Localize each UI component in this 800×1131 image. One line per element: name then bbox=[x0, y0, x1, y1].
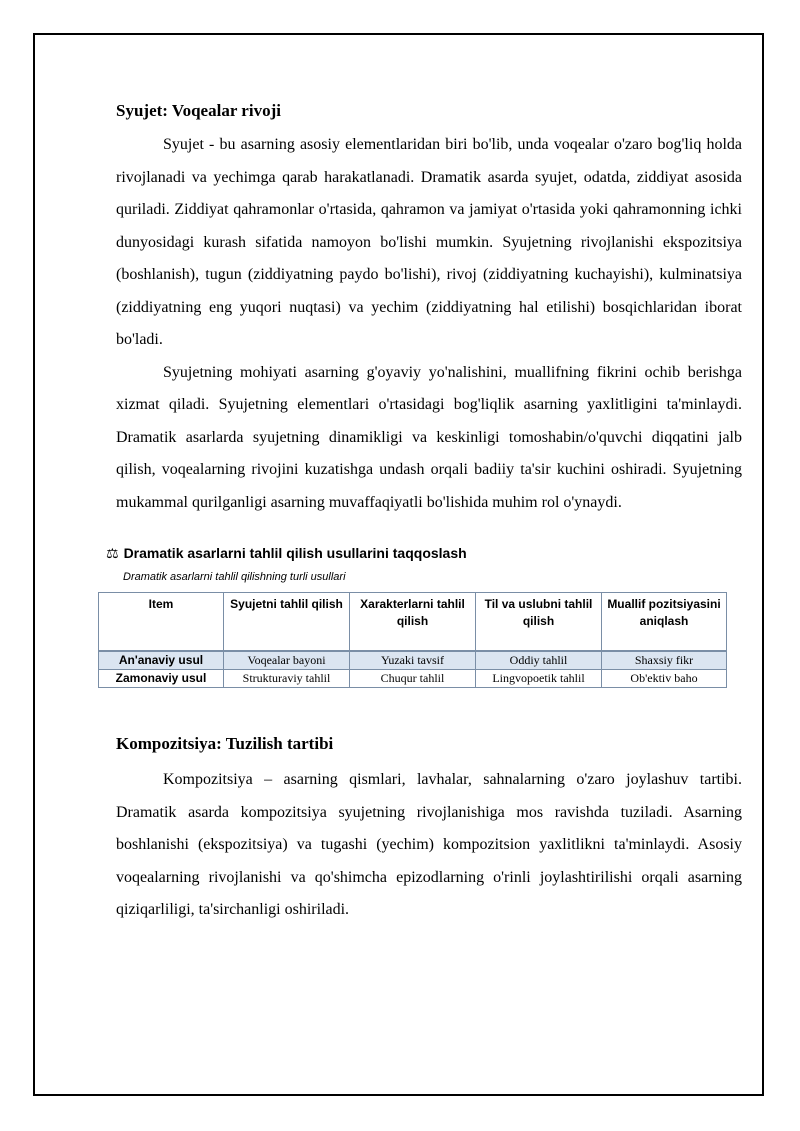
column-header: Syujetni tahlil qilish bbox=[224, 593, 350, 652]
table-header-row bbox=[99, 593, 727, 652]
table-cell: Voqealar bayoni bbox=[224, 651, 350, 670]
comparison-table-block bbox=[106, 543, 742, 688]
table-row bbox=[99, 651, 727, 670]
paragraph: Syujet - bu asarning asosiy elementlaridan biri bo'lib, unda voqealar o'zaro bog'liq holda rivojlanadi va yechimga qarab harakatlanadi. Dramatik asarda syujet, odatda, ziddiyat asosida quriladi. Ziddiyat qahramonlar o'rtasida, qahramon va jamiyat o'rtasida yoki qahramonning ichki dunyosidagi kurash sifatida namoyon bo'lishi mumkin. Syujetning rivojlanishi ekspozitsiya (boshlanish), tugun (ziddiyatning paydo bo'lishi), rivoj (ziddiyatning kuchayishi), kulminatsiya (ziddiyatning eng yuqori nuqtasi) va yechim (ziddiyatning hal etilishi) bosqichlaridan iborat bo'ladi. bbox=[116, 136, 742, 348]
row-header-cell: An'anaviy usul bbox=[99, 651, 224, 670]
paragraph: Kompozitsiya – asarning qismlari, lavhalar, sahnalarning o'zaro joylashuv tartibi. Dramatik asarda kompozitsiya syujetning rivojlanishiga mos ravishda tuziladi. Asarning boshlanishi (ekspozitsiya) va tugashi (yechim) kompozitsion yaxlitlikni ta'minlaydi. Asosiy voqealarning rivojlanishi va qo'shimcha epizodlarning o'rinli joylashtirilishi orqali asarning qiziqarliligi, ta'sirchanligi oshiriladi. bbox=[116, 771, 742, 918]
column-header: Item bbox=[99, 593, 224, 652]
column-header: Muallif pozitsiyasini aniqlash bbox=[602, 593, 727, 652]
table-cell: Oddiy tahlil bbox=[476, 651, 602, 670]
table-cell: Lingvopoetik tahlil bbox=[476, 670, 602, 688]
table-heading-text: Dramatik asarlarni tahlil qilish usullarini taqqoslash bbox=[123, 545, 467, 561]
scale-icon: ⚖ bbox=[106, 545, 119, 561]
column-header: Til va uslubni tahlil qilish bbox=[476, 593, 602, 652]
table-cell: Ob'ektiv baho bbox=[602, 670, 727, 688]
table-caption: Dramatik asarlarni tahlil qilishning turli usullari bbox=[123, 571, 346, 583]
table-heading bbox=[106, 543, 742, 563]
table-row bbox=[99, 670, 727, 688]
row-header-cell: Zamonaviy usul bbox=[99, 670, 224, 688]
section-title-kompozitsiya: Kompozitsiya: Tuzilish tartibi bbox=[116, 734, 334, 753]
table-cell: Yuzaki tavsif bbox=[350, 651, 476, 670]
column-header: Xarakterlarni tahlil qilish bbox=[350, 593, 476, 652]
section-title-syujet: Syujet: Voqealar rivoji bbox=[116, 101, 281, 120]
table-cell: Chuqur tahlil bbox=[350, 670, 476, 688]
table-cell: Strukturaviy tahlil bbox=[224, 670, 350, 688]
document-body bbox=[106, 96, 742, 927]
comparison-table bbox=[98, 592, 727, 688]
table-cell: Shaxsiy fikr bbox=[602, 651, 727, 670]
paragraph: Syujetning mohiyati asarning g'oyaviy yo'nalishini, muallifning fikrini ochib berishga xizmat qiladi. Syujetning elementlari o'rtasidagi bog'liqlik asarning yaxlitligini ta'minlaydi. Dramatik asarlarda syujetning dinamikligi va keskinligi tomoshabin/o'quvchi diqqatini jalb qilish, voqealarning rivojini kuzatishga undash orqali badiiy ta'sir kuchini oshiradi. Syujetning mukammal qurilganligi asarning muvaffaqiyatli bo'lishida muhim rol o'ynaydi. bbox=[116, 363, 742, 511]
